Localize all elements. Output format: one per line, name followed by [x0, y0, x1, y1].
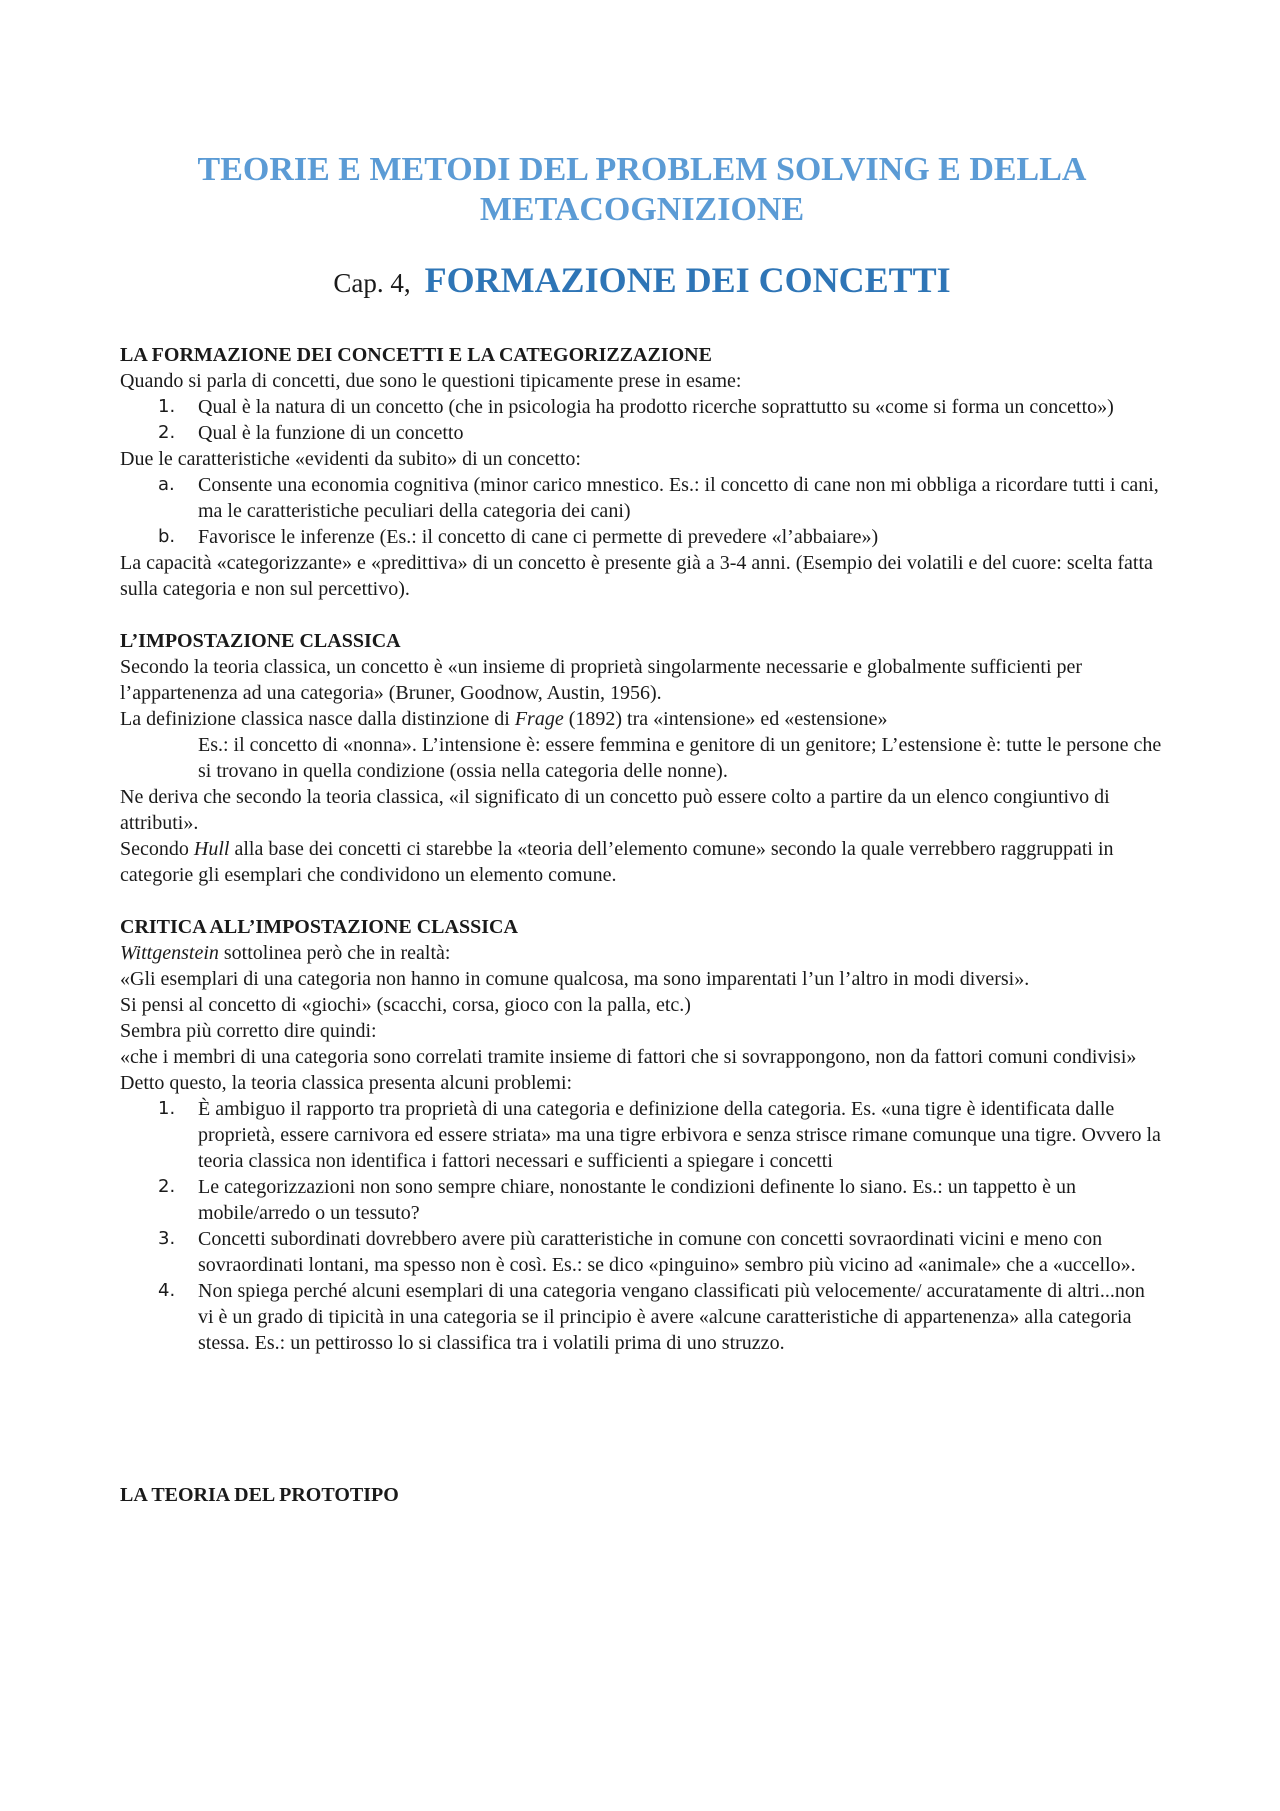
- list-item: [120, 524, 1164, 550]
- list-item: [120, 1278, 1164, 1356]
- section-prototipo: [120, 1482, 1164, 1508]
- list-marker: 3.: [158, 1228, 176, 1249]
- paragraph: Si pensi al concetto di «giochi» (scacchi, corsa, gioco con la palla, etc.): [120, 994, 691, 1016]
- document-title-line2: METACOGNIZIONE: [479, 191, 805, 228]
- section-impostazione-classica: [120, 628, 1164, 888]
- section-critica: [120, 914, 1164, 1356]
- numbered-list: [120, 394, 1164, 446]
- author-name: Wittgenstein: [120, 942, 219, 964]
- paragraph: «che i membri di una categoria sono correlati tramite insieme di fattori che si sovrappongono, non da fattori comuni condivisi»: [120, 1046, 1137, 1068]
- list-item: [120, 394, 1164, 420]
- paragraph: [120, 836, 1164, 888]
- chapter-title: FORMAZIONE DEI CONCETTI: [424, 260, 951, 300]
- list-marker: b.: [158, 526, 176, 547]
- list-item-text: Le categorizzazioni non sono sempre chiare, nonostante le condizioni definente lo siano. Es.: un tappetto è un mobile/arredo o un tessuto?: [198, 1176, 1077, 1224]
- numbered-list: [120, 1096, 1164, 1356]
- list-marker: 2.: [158, 422, 176, 443]
- text-span: Secondo: [120, 838, 194, 860]
- text-span: La definizione classica nasce dalla distinzione di: [120, 708, 515, 730]
- paragraph: Quando si parla di concetti, due sono le questioni tipicamente prese in esame:: [120, 370, 742, 392]
- section-heading: LA FORMAZIONE DEI CONCETTI E LA CATEGORIZZAZIONE: [120, 344, 712, 366]
- document-page: [120, 150, 1164, 1534]
- list-marker: 2.: [158, 1176, 176, 1197]
- author-name: Hull: [193, 838, 230, 860]
- paragraph: Ne deriva che secondo la teoria classica, «il significato di un concetto può essere colto a partire da un elenco congiuntivo di attributi».: [120, 786, 1110, 834]
- paragraph: [120, 706, 1164, 732]
- author-name: Frage: [514, 708, 564, 730]
- list-marker: 1.: [158, 396, 176, 417]
- list-marker: 1.: [158, 1098, 176, 1119]
- list-item-text: Qual è la funzione di un concetto: [198, 422, 464, 444]
- chapter-heading: [120, 258, 1164, 310]
- paragraph: Sembra più corretto dire quindi:: [120, 1020, 377, 1042]
- section-heading: LA TEORIA DEL PROTOTIPO: [120, 1484, 399, 1506]
- list-marker: a.: [158, 474, 175, 495]
- paragraph: Due le caratteristiche «evidenti da subito» di un concetto:: [120, 448, 581, 470]
- list-marker: 4.: [158, 1280, 176, 1301]
- list-item-text: Qual è la natura di un concetto (che in psicologia ha prodotto ricerche soprattutto su «come si forma un concetto»): [198, 396, 1114, 418]
- paragraph: La capacità «categorizzante» e «predittiva» di un concetto è presente già a 3-4 anni. (Esempio dei volatili e del cuore: scelta fatta sulla categoria e non sul percettivo).: [120, 552, 1153, 600]
- list-item-text: Non spiega perché alcuni esemplari di una categoria vengano classificati più velocemente/ accuratamente di altri...non vi è un grado di tipicità in una categoria se il principio è avere «alcune caratteristiche di appartenenza» alla categoria stessa. Es.: un pettirosso lo si classifica tra i volatili prima di uno struzzo.: [198, 1280, 1145, 1354]
- list-item: [120, 1096, 1164, 1174]
- section-heading: L’IMPOSTAZIONE CLASSICA: [120, 630, 401, 652]
- list-item-text: Concetti subordinati dovrebbero avere più caratteristiche in comune con concetti sovraordinati vicini e meno con sovraordinati lontani, ma spesso non è così. Es.: se dico «pinguino» sembro più vicino ad «animale» che a «uccello».: [198, 1228, 1136, 1276]
- list-item: [120, 1226, 1164, 1278]
- list-item: [120, 1174, 1164, 1226]
- blank-space: [120, 1382, 1164, 1482]
- text-span: sottolinea però che in realtà:: [218, 942, 451, 964]
- lettered-list: [120, 472, 1164, 550]
- paragraph: Secondo la teoria classica, un concetto è «un insieme di proprietà singolarmente necessarie e globalmente sufficienti per l’appartenenza ad una categoria» (Bruner, Goodnow, Austin, 1956).: [120, 656, 1083, 704]
- list-item: [120, 472, 1164, 524]
- list-item-text: Consente una economia cognitiva (minor carico mnestico. Es.: il concetto di cane non mi obbliga a ricordare tutti i cani, ma le caratteristiche peculiari della categoria dei cani): [198, 474, 1159, 522]
- chapter-prefix: Cap. 4,: [333, 268, 411, 298]
- list-item-text: È ambiguo il rapporto tra proprietà di una categoria e definizione della categoria. Es. «una tigre è identificata dalle proprietà, essere carnivora ed essere striata» ma una tigre erbivora e senza strisce rimane comunque una tigre. Ovvero la teoria classica non identifica i fattori necessari e sufficienti a spiegare i concetti: [198, 1098, 1161, 1172]
- document-title: [120, 150, 1164, 230]
- paragraph: Detto questo, la teoria classica presenta alcuni problemi:: [120, 1072, 573, 1094]
- paragraph: «Gli esemplari di una categoria non hanno in comune qualcosa, ma sono imparentati l’un l’altro in modi diversi».: [120, 968, 1030, 990]
- text-span: alla base dei concetti ci starebbe la «teoria dell’elemento comune» secondo la quale verrebbero raggruppati in categorie gli esemplari che condividono un elemento comune.: [120, 838, 1114, 886]
- list-item: [120, 420, 1164, 446]
- section-heading: CRITICA ALL’IMPOSTAZIONE CLASSICA: [120, 916, 518, 938]
- document-title-line1: TEORIE E METODI DEL PROBLEM SOLVING E DELLA: [197, 151, 1087, 188]
- paragraph: [120, 940, 1164, 966]
- section-formazione: [120, 342, 1164, 602]
- text-span: (1892) tra «intensione» ed «estensione»: [563, 708, 888, 730]
- list-item-text: Favorisce le inferenze (Es.: il concetto di cane ci permette di prevedere «l’abbaiare»): [198, 526, 879, 548]
- indented-paragraph: Es.: il concetto di «nonna». L’intensione è: essere femmina e genitore di un genitore; L’estensione è: tutte le persone che si trovano in quella condizione (ossia nella categoria delle nonne).: [198, 734, 1162, 782]
